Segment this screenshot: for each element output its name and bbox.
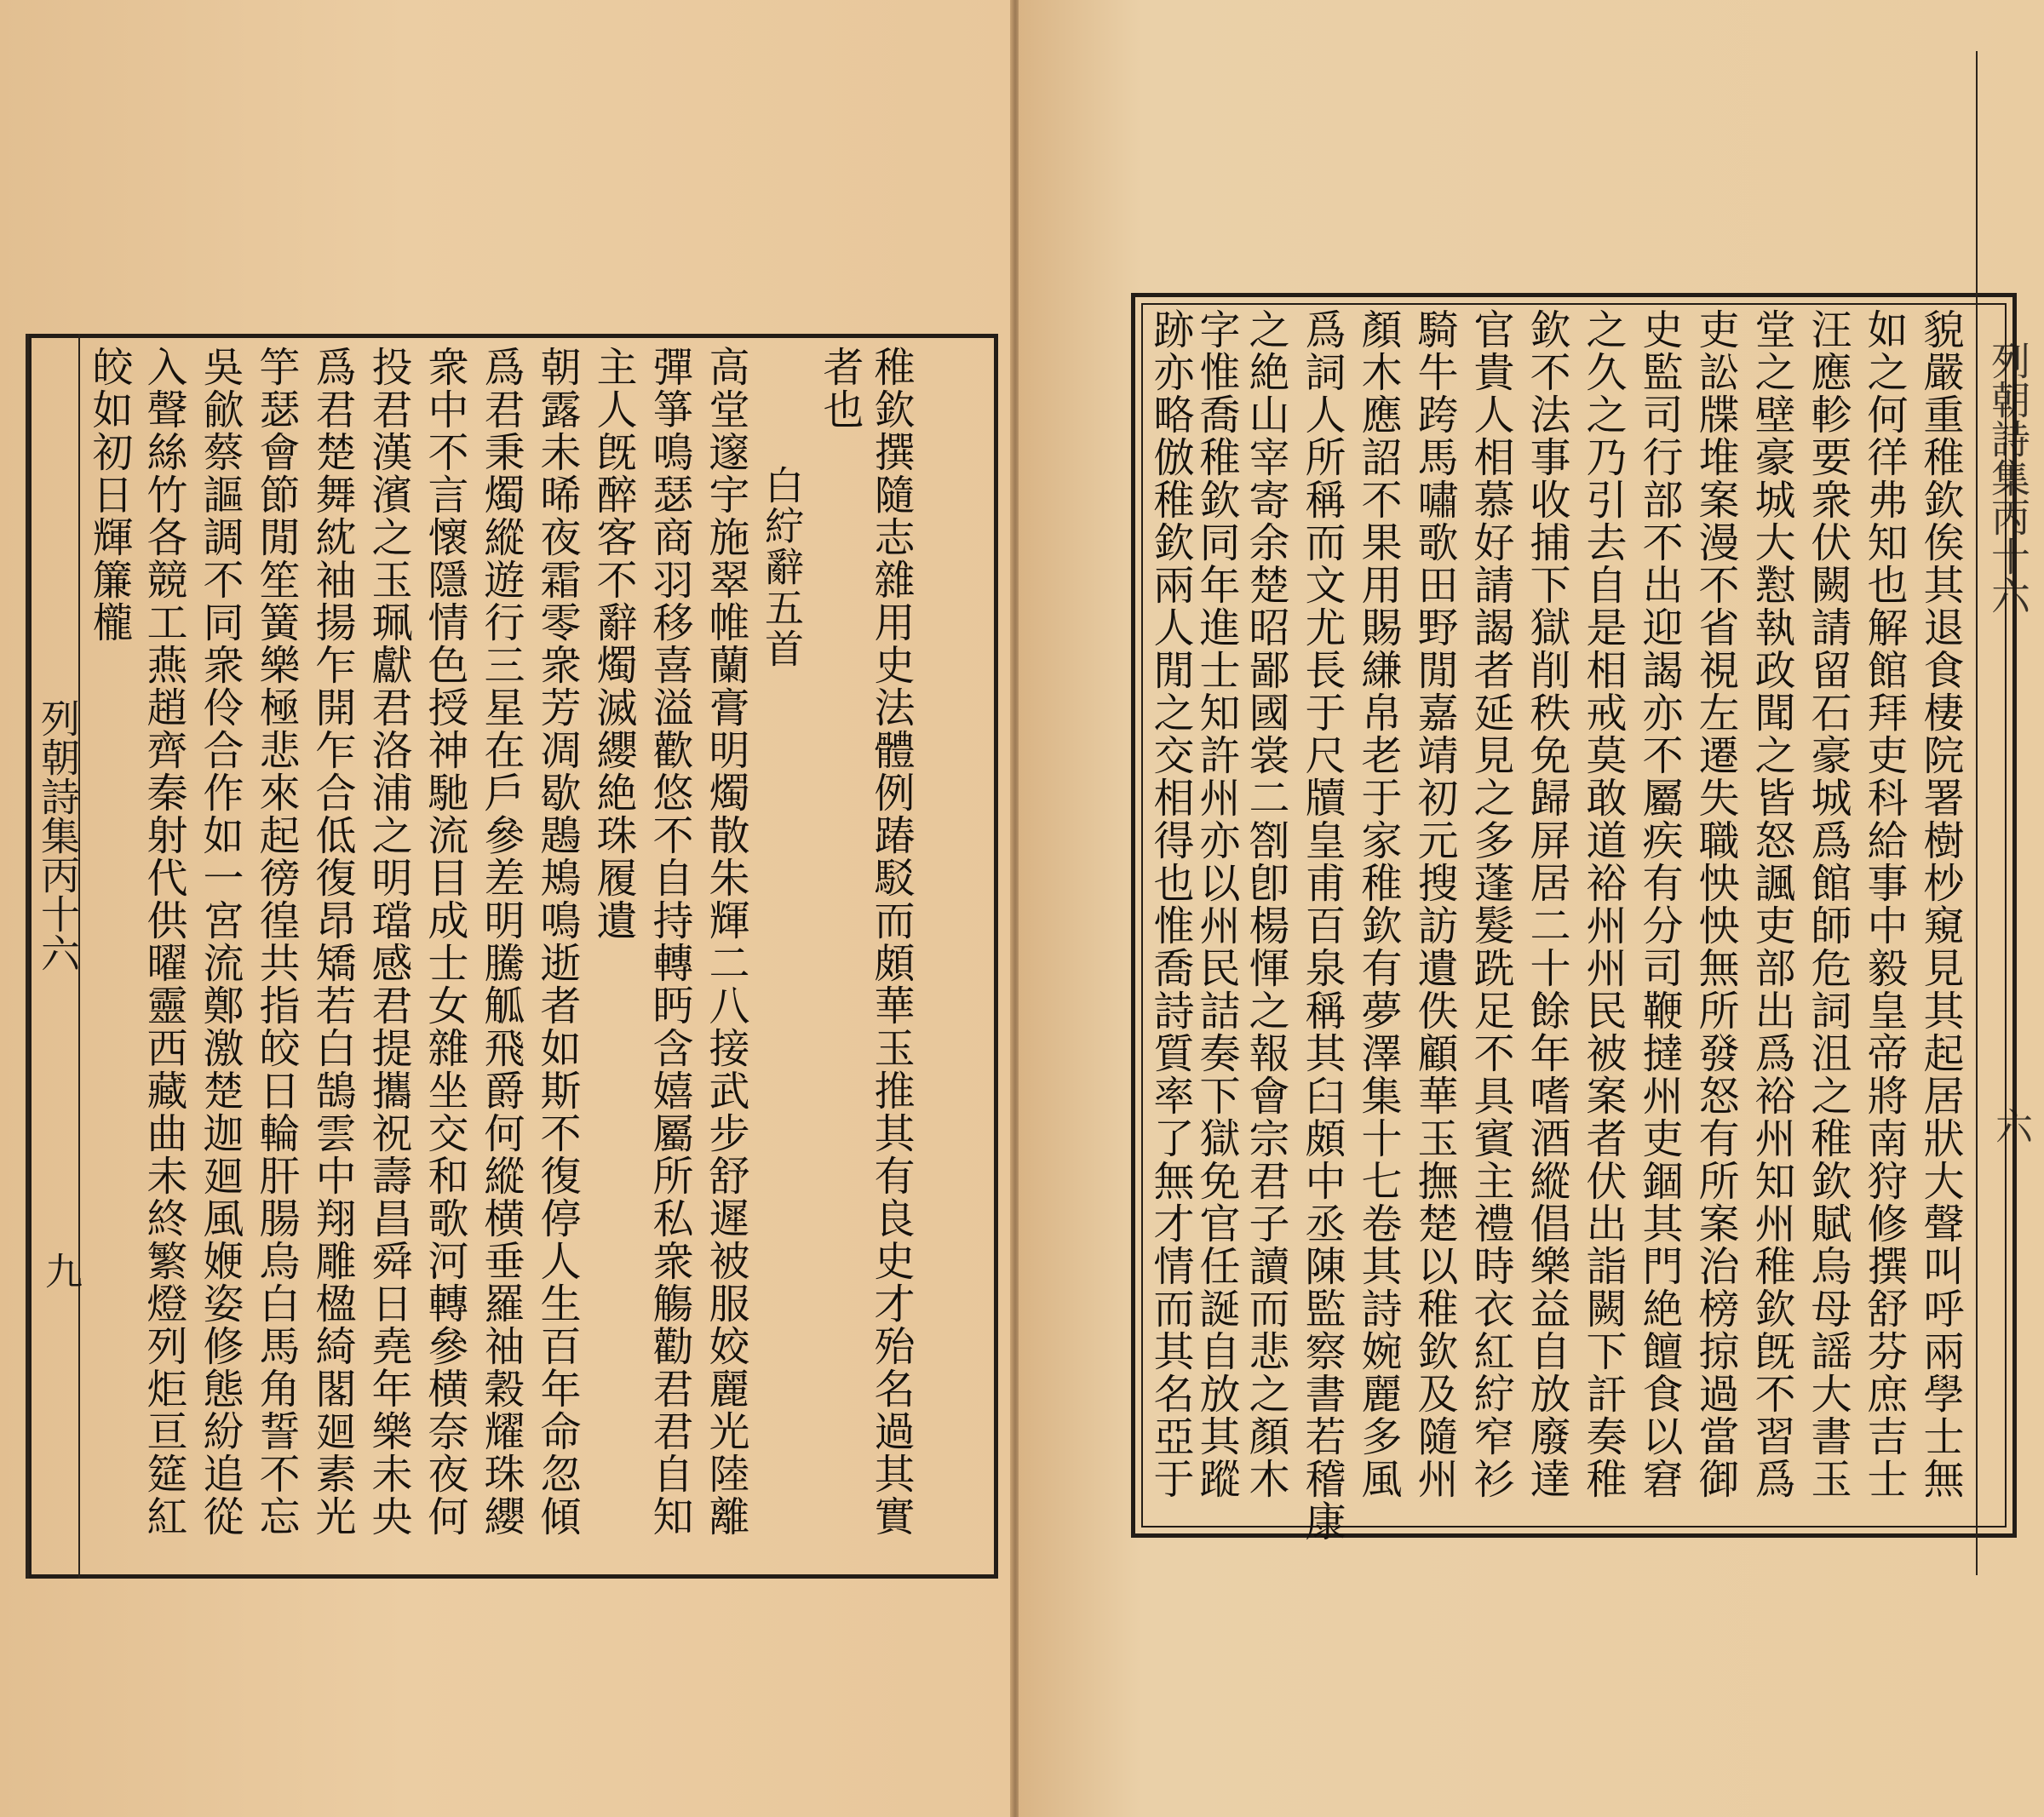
folio-number: 九 (38, 1252, 82, 1289)
text-column: 吏訟牒堆案漫不省視左遷失職怏怏無所發怒有所案治榜掠過當御 (1691, 308, 1739, 1500)
text-column: 爲君楚舞紞袖揚乍開乍合低復昂矯若白鵠雲中翔雕楹綺閣廻素光 (308, 346, 356, 1538)
text-column: 入聲絲竹各競工燕趙齊秦射代供曜靈西藏曲未終繁燈列炬亘筵紅 (140, 346, 187, 1538)
text-column: 官貴人相慕好請謁者延見之多蓬髮跣足不具賓主禮時衣紅紵窄衫 (1467, 308, 1514, 1500)
text-column: 跡亦略倣稚欽兩人閒之交相得也惟喬詩質率了無才情而其名亞于 (1146, 308, 1194, 1500)
text-column: 皎如初日輝簾櫳 (85, 346, 133, 644)
text-column: 主人旣醉客不辭燭滅纓絶珠履遺 (589, 346, 637, 942)
heart-rule (26, 334, 29, 1579)
text-column: 堂之壁豪城大懟執政聞之皆怒諷吏部出爲裕州知州稚欽旣不習爲 (1748, 308, 1795, 1500)
text-column: 汪應軫要衆伏闕請留石豪城爲館師危詞沮之稚欽賦烏母謡大書玉 (1804, 308, 1852, 1500)
text-column: 騎牛跨馬嘯歌田野閒嘉靖初元搜訪遺佚顧華玉撫楚以稚欽及隨州 (1410, 308, 1458, 1500)
poem-title: 白紵辭五首 (759, 465, 805, 669)
text-column: 吳歈蔡謳調不同衆伶合作如一宮流鄭激楚迦廻風㛹姿修態紛追從 (196, 346, 244, 1538)
text-column: 投君漢濱之玉珮獻君洛浦之明璫感君提攜祝壽昌舜日堯年樂未央 (365, 346, 412, 1538)
text-column: 史監司行部不出迎謁亦不屬疾有分司鞭撻州吏錮其門絶饘食以窘 (1635, 308, 1683, 1500)
folio-number: 六 (1989, 1107, 2032, 1144)
text-column: 竽瑟會節閒笙簧樂極悲來起徬徨共指皎日輪肝腸烏白馬角誓不忘 (252, 346, 300, 1538)
text-column: 貌嚴重稚欽俟其退食棲院署樹杪窺見其起居狀大聲叫呼兩學士無 (1916, 308, 1964, 1500)
text-column: 字惟喬稚欽同年進士知許州亦以州民詰奏下獄免官任誕自放其蹤 (1192, 308, 1240, 1500)
text-column: 彈箏鳴瑟商羽移喜溢歡悠不自持轉眄含嬉屬所私衆觴勸君君自知 (646, 346, 693, 1538)
column-heart-title: 列朝詩集丙十六 (1985, 341, 2031, 615)
text-column: 顏木應詔不果用賜縑帛老于家稚欽有夢澤集十七卷其詩婉麗多風 (1354, 308, 1402, 1500)
text-column: 如之何徉弗知也解館拜吏科給事中毅皇帝將南狩修撰舒芬庶吉士 (1860, 308, 1908, 1500)
text-column: 衆中不言懷隱情色授神馳流目成士女雜坐交和歌河轉參横奈夜何 (421, 346, 468, 1538)
text-column: 稚欽撰隨志雜用史法體例踳駁而頗華玉推其有良史才殆名過其實 (867, 346, 915, 1538)
text-column: 爲詞人所稱而文尤長于尺牘皇甫百泉稱其臼頗中丞陳監察書若稽康 (1298, 308, 1346, 1543)
text-column: 欽不法事收捕下獄削秩免歸屏居二十餘年嗜酒縱倡樂益自放廢達 (1523, 308, 1570, 1500)
text-column: 高堂邃宇施翠帷蘭膏明燭散朱輝二八接武步舒遲被服姣麗光陸離 (702, 346, 749, 1538)
heart-rule (1976, 51, 1978, 1575)
text-column: 之久之乃引去自是相戒莫敢道裕州州民被案者伏出詣闕下訐奏稚 (1579, 308, 1627, 1500)
column-heart-title: 列朝詩集丙十六 (35, 698, 81, 972)
text-column: 者也 (816, 346, 864, 431)
text-column: 之絶山宰寄余楚昭鄙國裳二劄卽楊惲之報會宗君子讀而悲之顏木 (1242, 308, 1289, 1500)
text-column: 爲君秉燭縱遊行三星在戶參差明騰觚飛爵何縱横垂羅䄂穀耀珠纓 (477, 346, 525, 1538)
text-column: 朝露未晞夜霜零衆芳凋歇鶗鴂鳴逝者如斯不復停人生百年命忽傾 (533, 346, 581, 1538)
